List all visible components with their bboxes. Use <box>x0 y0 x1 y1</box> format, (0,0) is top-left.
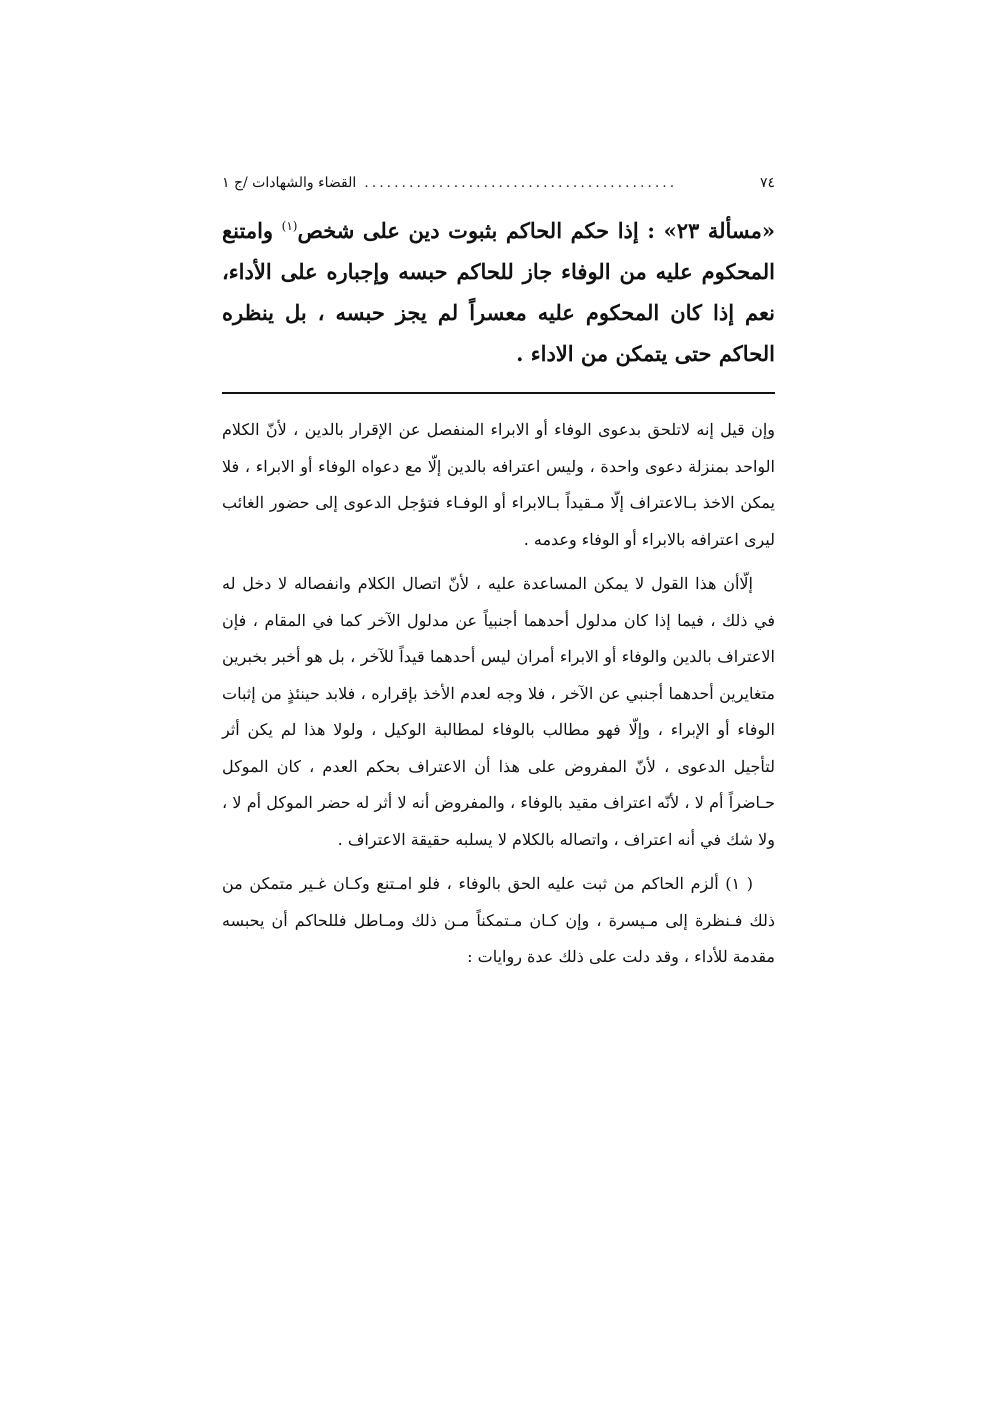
footnote: ( ١) ألزم الحاكم من ثبت عليه الحق بالوفاء ، فلو امـتنع وكـان غـير متمكن من ذلك فـنظرة إلى مـيسرة ، وإن كـان مـتمكناً مـن ذلك ومـاطل فللحاكم أن يحبسه مقدمة للأداء ، وقد دلت على ذلك عدة روايات : <box>222 874 775 966</box>
masala-heading: «مسألة ٢٣» : إذا حكم الحاكم بثبوت دين على شخص <box>297 218 775 243</box>
separator-rule <box>222 392 775 394</box>
footnote-marker: (١) <box>281 219 298 233</box>
leader-dots: .......................................... <box>364 175 678 191</box>
commentary <box>222 412 775 858</box>
book-title: القضاء والشهادات /ج ١ <box>222 175 357 191</box>
masala-statement <box>222 210 775 374</box>
page-number: ٧٤ <box>759 175 775 191</box>
masala-body: وامتنع المحكوم عليه من الوفاء جاز للحاكم حبسه وإجباره على الأداء، نعم إذا كان المحكوم عليه معسراً لم يجز حبسه ، بل ينظره الحاكم حتى يتمكن من الاداء . <box>222 218 775 366</box>
running-header <box>222 170 775 196</box>
commentary-paragraph-2: إلّاأن هذا القول لا يمكن المساعدة عليه ، لأنّ اتصال الكلام وانفصاله لا دخل له في ذلك ، فيما إذا كان مدلول أحدهما أجنبياً عن مدلول الآخر كما في المقام ، فإن الاعتراف بالدين والوفاء أو الابراء أمران ليس أحدهما قيداً للآخر ، بل هو أخبر بخبرين متغايرين أحدهما أجنبي عن الآخر ، فلا وجه لعدم الأخذ بإقراره ، فلابد حينئذٍ من إثبات الوفاء أو الإبراء ، وإلّا فهو مطالب بالوفاء لمطالبة الوكيل ، ولولا هذا لم يكن أثر لتأجيل الدعوى ، لأنّ المفروض على هذا أن الاعتراف بحكم العدم ، كان الموكل حـاضراً أم لا ، لأنّه اعتراف مقيد بالوفاء ، والمفروض أنه لا أثر له حضر الموكل أم لا ، ولا شك في أنه اعتراف ، واتصاله بالكلام لا يسلبه حقيقة الاعتراف . <box>222 574 776 849</box>
document-page <box>222 170 775 976</box>
commentary-paragraph-1: وإن قيل إنه لاتلحق بدعوى الوفاء أو الابراء المنفصل عن الإقرار بالدين ، لأنّ الكلام الواحد بمنزلة دعوى واحدة ، وليس اعترافه بالدين إلّا مع دعواه الوفاء أو الابراء ، فلا يمكن الاخذ بـالاعتراف إلّا مـقيداً بـالابراء أو الوفـاء فتؤجل الدعوى إلى حضور الغائب ليرى اعترافه بالابراء أو الوفاء وعدمه . <box>222 420 775 549</box>
